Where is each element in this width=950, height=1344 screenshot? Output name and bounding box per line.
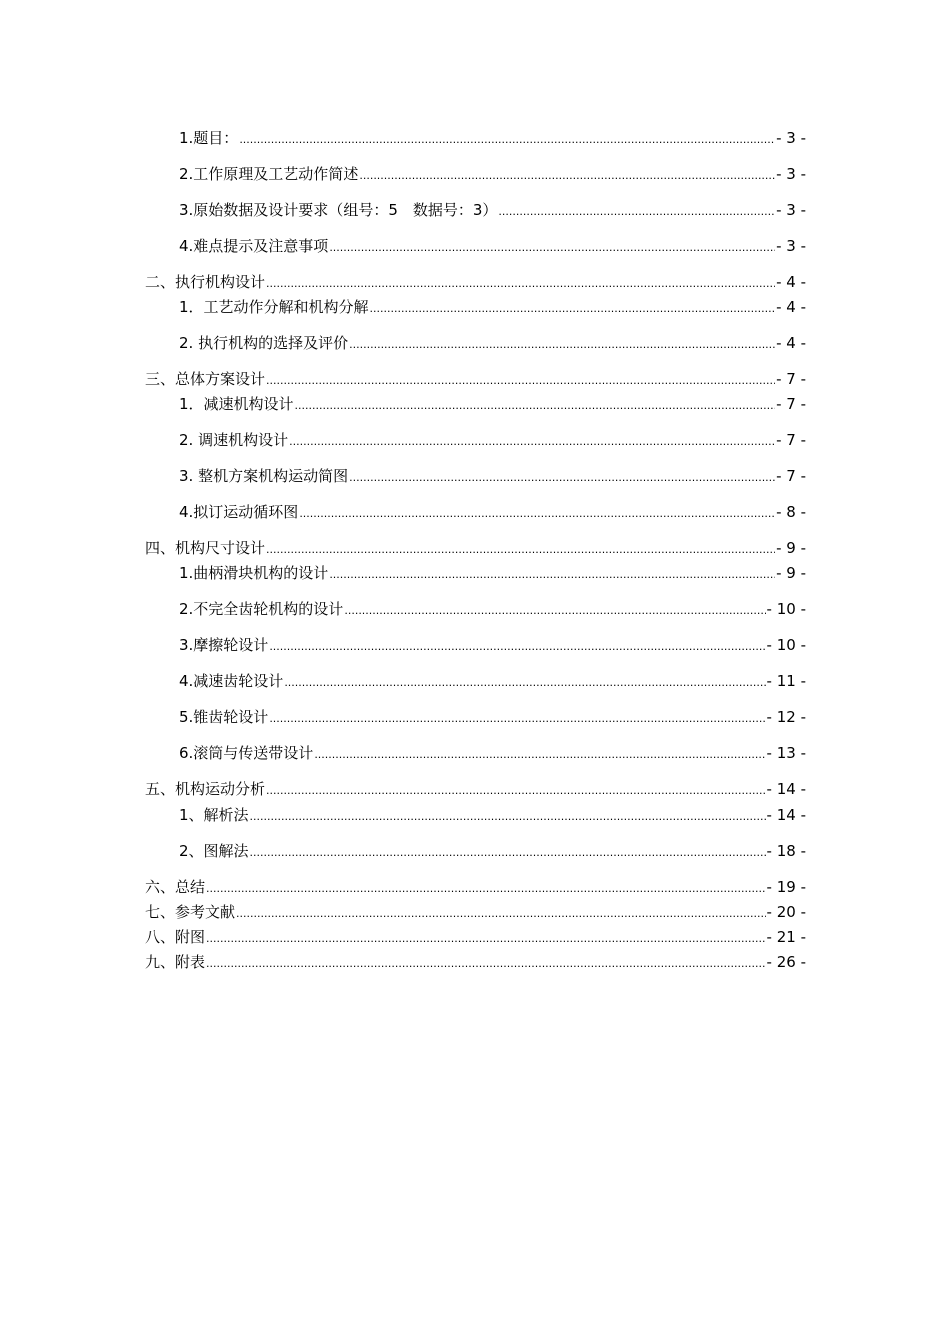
toc-entry-label: 1．工艺动作分解和机构分解 xyxy=(179,298,369,316)
toc-entry-page-number: - 7 - xyxy=(776,370,806,388)
toc-entry-page-number: - 8 - xyxy=(776,503,806,521)
dot-leader xyxy=(206,878,766,900)
toc-entry-section[interactable] xyxy=(179,296,806,318)
toc-entry-page-number: - 9 - xyxy=(776,539,806,557)
toc-entry-section[interactable] xyxy=(179,332,806,354)
toc-entry-label: 2.工作原理及工艺动作简述 xyxy=(179,165,359,183)
dot-leader xyxy=(206,928,766,950)
toc-entry-label: 九、附表 xyxy=(145,953,206,971)
toc-entry-page-number: - 18 - xyxy=(766,842,806,860)
toc-entry-page-number: - 14 - xyxy=(766,806,806,824)
dot-leader xyxy=(329,237,775,259)
toc-entry-section[interactable] xyxy=(179,429,806,451)
toc-entry-chapter[interactable] xyxy=(145,271,806,293)
toc-entry-label: 6.滚筒与传送带设计 xyxy=(179,744,314,762)
toc-entry-page-number: - 19 - xyxy=(766,878,806,896)
toc-entry-label: 5.锥齿轮设计 xyxy=(179,708,269,726)
toc-entry-page-number: - 10 - xyxy=(766,636,806,654)
toc-entry-section[interactable] xyxy=(179,163,806,185)
dot-leader xyxy=(250,806,766,828)
dot-leader xyxy=(266,273,775,295)
dot-leader xyxy=(266,539,775,561)
toc-entry-label: 1．减速机构设计 xyxy=(179,395,294,413)
toc-entry-page-number: - 9 - xyxy=(776,564,806,582)
dot-leader xyxy=(370,298,776,320)
toc-entry-page-number: - 26 - xyxy=(766,953,806,971)
dot-leader xyxy=(239,129,775,151)
toc-entry-label: 3.原始数据及设计要求（组号：5 数据号：3） xyxy=(179,201,498,219)
toc-entry-section[interactable] xyxy=(179,706,806,728)
toc-entry-label: 4.拟订运动循环图 xyxy=(179,503,299,521)
toc-entry-label: 三、总体方案设计 xyxy=(145,370,266,388)
toc-entry-page-number: - 4 - xyxy=(776,273,806,291)
toc-entry-page-number: - 21 - xyxy=(766,928,806,946)
dot-leader xyxy=(314,744,765,766)
toc-entry-label: 2.不完全齿轮机构的设计 xyxy=(179,600,344,618)
dot-leader xyxy=(269,636,765,658)
dot-leader xyxy=(269,708,765,730)
dot-leader xyxy=(266,370,775,392)
toc-entry-section[interactable] xyxy=(179,199,806,221)
toc-entry-label: 3. 整机方案机构运动简图 xyxy=(179,467,349,485)
dot-leader xyxy=(329,564,775,586)
toc-entry-page-number: - 3 - xyxy=(776,237,806,255)
toc-entry-label: 2. 执行机构的选择及评价 xyxy=(179,334,349,352)
toc-entry-page-number: - 10 - xyxy=(766,600,806,618)
toc-entry-section[interactable] xyxy=(179,127,806,149)
toc-entry-page-number: - 20 - xyxy=(766,903,806,921)
toc-entry-section[interactable] xyxy=(179,393,806,415)
toc-entry-page-number: - 7 - xyxy=(776,395,806,413)
toc-entry-section[interactable] xyxy=(179,840,806,862)
toc-entry-chapter[interactable] xyxy=(145,537,806,559)
toc-entry-chapter[interactable] xyxy=(145,926,806,948)
toc-entry-label: 2. 调速机构设计 xyxy=(179,431,289,449)
toc-entry-chapter[interactable] xyxy=(145,368,806,390)
toc-entry-label: 六、总结 xyxy=(145,878,206,896)
dot-leader xyxy=(349,467,775,489)
toc-entry-label: 二、执行机构设计 xyxy=(145,273,266,291)
toc-entry-label: 1、解析法 xyxy=(179,806,249,824)
toc-entry-section[interactable] xyxy=(179,465,806,487)
toc-entry-page-number: - 7 - xyxy=(776,467,806,485)
dot-leader xyxy=(250,842,766,864)
toc-entry-page-number: - 3 - xyxy=(776,129,806,147)
toc-entry-section[interactable] xyxy=(179,742,806,764)
toc-entry-label: 3.摩擦轮设计 xyxy=(179,636,269,654)
toc-entry-label: 五、机构运动分析 xyxy=(145,780,266,798)
toc-entry-chapter[interactable] xyxy=(145,951,806,973)
toc-entry-page-number: - 4 - xyxy=(776,334,806,352)
toc-entry-page-number: - 11 - xyxy=(766,672,806,690)
toc-entry-page-number: - 14 - xyxy=(766,780,806,798)
toc-entry-chapter[interactable] xyxy=(145,901,806,923)
toc-entry-label: 四、机构尺寸设计 xyxy=(145,539,266,557)
dot-leader xyxy=(359,165,775,187)
toc-entry-label: 2、图解法 xyxy=(179,842,249,860)
dot-leader xyxy=(236,903,766,925)
toc-entry-page-number: - 3 - xyxy=(776,201,806,219)
dot-leader xyxy=(266,780,766,802)
dot-leader xyxy=(284,672,765,694)
toc-entry-label: 1.题目： xyxy=(179,129,239,147)
dot-leader xyxy=(295,395,776,417)
toc-entry-label: 1.曲柄滑块机构的设计 xyxy=(179,564,329,582)
toc-entry-label: 4.难点提示及注意事项 xyxy=(179,237,329,255)
toc-entry-label: 八、附图 xyxy=(145,928,206,946)
toc-entry-section[interactable] xyxy=(179,562,806,584)
dot-leader xyxy=(349,334,775,356)
toc-entry-section[interactable] xyxy=(179,670,806,692)
dot-leader xyxy=(289,431,775,453)
toc-entry-section[interactable] xyxy=(179,235,806,257)
toc-entry-section[interactable] xyxy=(179,634,806,656)
dot-leader xyxy=(498,201,775,223)
toc-entry-section[interactable] xyxy=(179,501,806,523)
toc-entry-page-number: - 3 - xyxy=(776,165,806,183)
toc-entry-label: 七、参考文献 xyxy=(145,903,236,921)
toc-entry-label: 4.减速齿轮设计 xyxy=(179,672,284,690)
dot-leader xyxy=(206,953,766,975)
toc-entry-page-number: - 7 - xyxy=(776,431,806,449)
toc-entry-chapter[interactable] xyxy=(145,876,806,898)
toc-entry-section[interactable] xyxy=(179,598,806,620)
toc-entry-chapter[interactable] xyxy=(145,778,806,800)
dot-leader xyxy=(299,503,775,525)
toc-entry-page-number: - 13 - xyxy=(766,744,806,762)
toc-entry-section[interactable] xyxy=(179,804,806,826)
toc-entry-page-number: - 4 - xyxy=(776,298,806,316)
dot-leader xyxy=(344,600,765,622)
toc-entry-page-number: - 12 - xyxy=(766,708,806,726)
